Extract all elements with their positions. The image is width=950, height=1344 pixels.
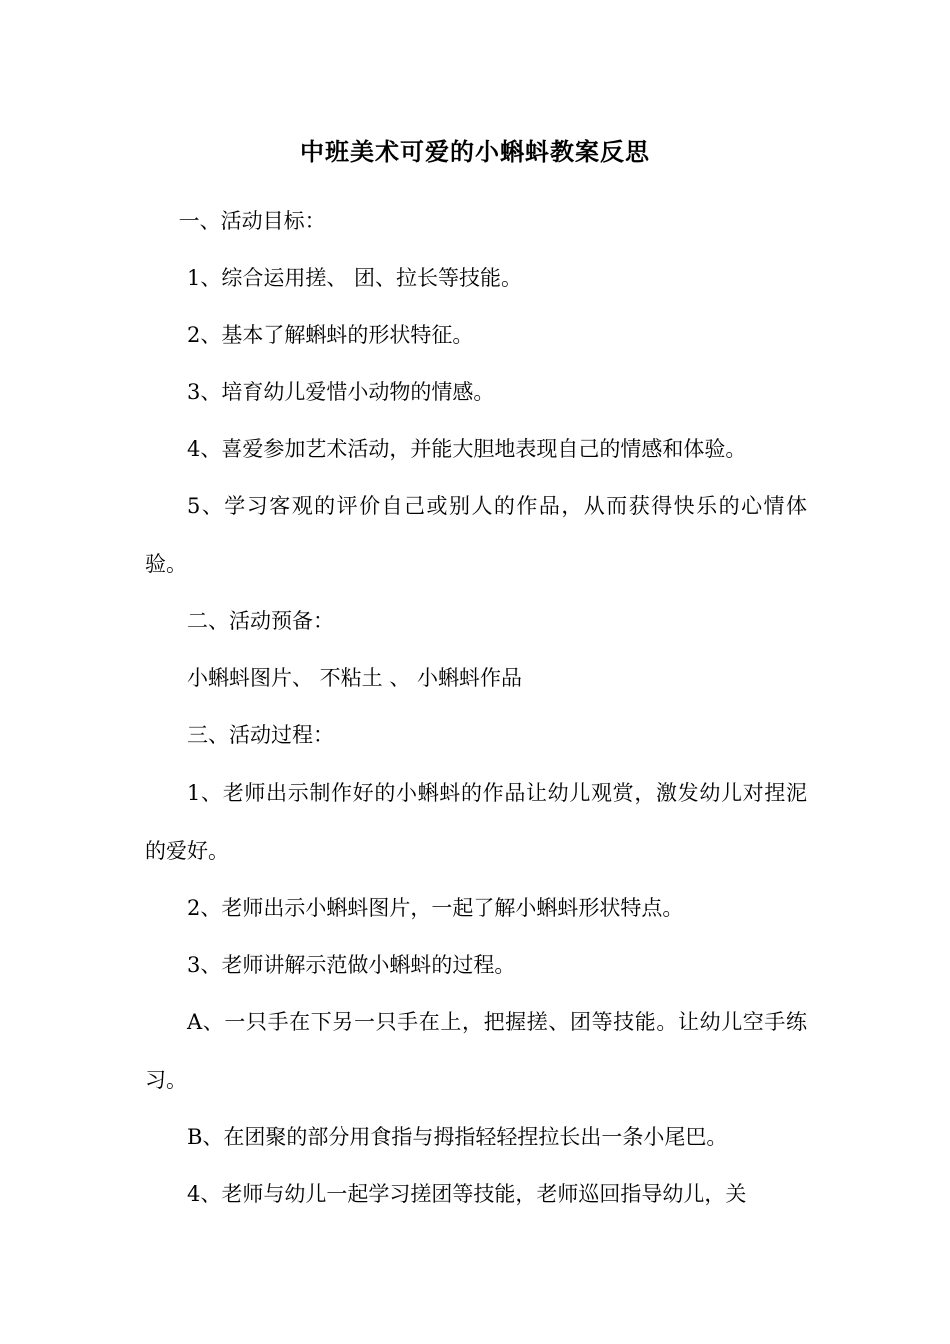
paragraph: 小蝌蚪图片、 不粘土 、 小蝌蚪作品: [187, 666, 523, 690]
paragraph: B、在团聚的部分用食指与拇指轻轻捏拉长出一条小尾巴。: [187, 1125, 728, 1149]
paragraph: 2、基本了解蝌蚪的形状特征。: [187, 323, 474, 347]
paragraph: 5、学习客观的评价自己或别人的作品，从而获得快乐的心情体验。: [145, 494, 807, 576]
section-heading-process: 三、活动过程：: [187, 723, 334, 747]
paragraph: 3、培育幼儿爱惜小动物的情感。: [187, 380, 495, 404]
paragraph: 2、老师出示小蝌蚪图片，一起了解小蝌蚪形状特点。: [187, 896, 684, 920]
paragraph: 4、喜爱参加艺术活动，并能大胆地表现自己的情感和体验。: [187, 437, 747, 461]
document-title: 中班美术可爱的小蝌蚪教案反思: [300, 137, 650, 166]
paragraph: 1、综合运用搓、 团、拉长等技能。: [187, 266, 523, 290]
paragraph: 3、老师讲解示范做小蝌蚪的过程。: [187, 953, 516, 977]
paragraph: A、一只手在下另一只手在上，把握搓、团等技能。让幼儿空手练习。: [145, 1010, 807, 1092]
paragraph: 4、老师与幼儿一起学习搓团等技能，老师巡回指导幼儿，关: [187, 1182, 747, 1206]
section-heading-goals: 一、活动目标：: [178, 209, 326, 233]
paragraph: 1、老师出示制作好的小蝌蚪的作品让幼儿观赏，激发幼儿对捏泥的爱好。: [145, 781, 807, 863]
section-heading-preparation: 二、活动预备：: [187, 609, 334, 633]
